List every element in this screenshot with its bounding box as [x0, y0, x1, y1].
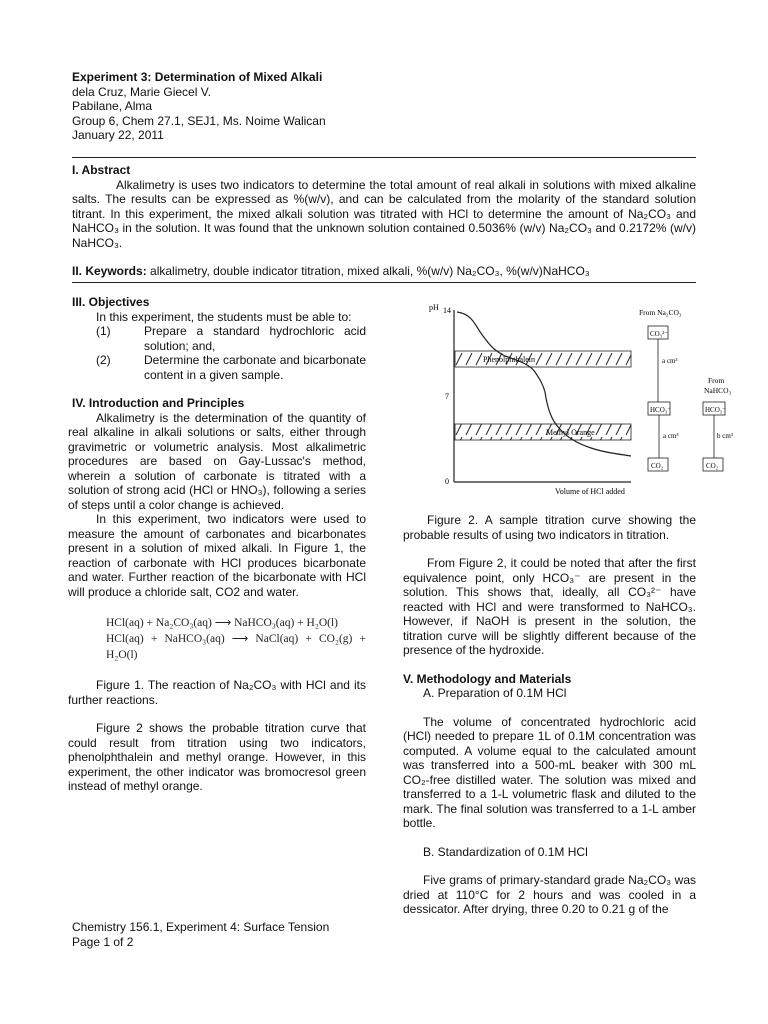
abstract-heading: I. Abstract	[72, 163, 131, 177]
objectives-intro: In this experiment, the students must be able to:	[96, 309, 352, 324]
objective-item	[96, 324, 366, 353]
intro-heading: IV. Introduction and Principles	[72, 396, 245, 410]
intro-paragraph-1: Alkalimetry is the determination of the quantity of real alkaline in alkali solutions or salts, either through gravimetric or volumetric analysis. Most alkalimetric procedures are based on Gay-Lussac's method, wherein a solution of carbonate is titrated with a solution of strong acid (HCl or HNO₃), following a series of steps until a color change is achieved.	[68, 410, 366, 512]
co2-label-a: CO₂	[651, 462, 664, 470]
objective-text: Prepare a standard hydrochloric acid solution; and,	[144, 324, 366, 353]
y-axis-label: pH	[429, 303, 439, 312]
group-info: Group 6, Chem 27.1, SEJ1, Ms. Noime Walican	[72, 113, 326, 128]
author-2: Pabilane, Alma	[72, 99, 153, 113]
from-na2co3-label: From Na₂CO₃	[639, 308, 682, 317]
right-column	[403, 513, 696, 917]
keywords-rule	[72, 282, 696, 283]
paper-date: January 22, 2011	[72, 128, 164, 142]
phenolphthalein-label: Phenolphthalein	[483, 355, 535, 364]
figure-2-discussion: From Figure 2, it could be noted that after the first equivalence point, only HCO₃⁻ are present in the solution. This shows that, ideally, all CO₃²⁻ have reacted with HCl and were transformed to NaHCO₃. However, if NaOH is present in the solution, the titration curve will be slightly different because of the presence of the hydroxide.	[403, 556, 696, 657]
bicarbonate-label-b: HCO₃⁻	[705, 406, 726, 414]
equation-1: HCl(aq) + Na₂CO₃(aq) ⟶ NaHCO₃(aq) + H₂O(l)	[106, 617, 338, 629]
a-volume-label-1: a cm³	[662, 357, 678, 365]
intro-paragraph-2: In this experiment, two indicators were used to measure the amount of carbonates and bicarbonates present in a solution of mixed alkali. In Figure 1, the reaction of carbonate with HCl produces bicarbonate and water. Further reaction of the bicarbonate with HCl will produce a chloride salt, CO2 and water.	[68, 512, 366, 599]
methodology-heading: V. Methodology and Materials	[403, 671, 572, 686]
carbonate-label: CO₃²⁻	[650, 330, 668, 338]
objective-text: Determine the carbonate and bicarbonate content in a given sample.	[144, 353, 366, 382]
co2-label-b: CO₂	[706, 462, 719, 470]
y-tick-7: 7	[445, 392, 449, 401]
bicarbonate-label-a: HCO₃⁻	[650, 406, 671, 414]
objective-number: (2)	[96, 353, 111, 367]
methyl-orange-label: Methyl Orange	[546, 428, 595, 437]
author-1: dela Cruz, Marie Giecel V.	[72, 84, 211, 99]
header-rule	[72, 157, 696, 158]
a-volume-label-2: a cm³	[663, 432, 679, 440]
footer-course: Chemistry 156.1, Experiment 4: Surface Tension	[72, 920, 330, 934]
page-footer	[72, 920, 329, 949]
keywords-heading: II. Keywords:	[72, 264, 147, 278]
figure-2-caption: Figure 2. A sample titration curve showing the probable results of using two indicators in titration.	[403, 513, 696, 542]
phenolphthalein-band	[455, 351, 631, 367]
equation-2: HCl(aq) + NaHCO₃(aq) ⟶ NaCl(aq) + CO₂(g) + H₂O(l)	[106, 633, 366, 661]
objective-number: (1)	[96, 324, 111, 338]
methodology-subheading-a: A. Preparation of 0.1M HCl	[423, 686, 567, 700]
b-volume-label: b cm³	[717, 432, 733, 440]
objectives-heading: III. Objectives	[72, 295, 150, 309]
from-nahco3-label-2: NaHCO₃	[704, 386, 732, 395]
objective-item	[96, 353, 366, 382]
footer-page-number: Page 1 of 2	[72, 934, 134, 949]
left-column	[68, 295, 366, 794]
from-nahco3-label-1: From	[708, 376, 725, 385]
y-tick-14: 14	[443, 306, 451, 315]
keywords-section	[72, 264, 696, 279]
methodology-paragraph-a: The volume of concentrated hydrochloric acid (HCl) needed to prepare 1L of 0.1M concentration was computed. A volume equal to the calculated amount was transferred into a 500-mL beaker with 300 mL CO₂-free distilled water. The solution was mixed and transferred to a 1-L volumetric flask and diluted to the mark. The final solution was transferred to a 1-L amber bottle.	[403, 714, 696, 830]
methyl-orange-band	[455, 424, 631, 440]
paper-header	[72, 70, 692, 143]
methodology-paragraph-b: Five grams of primary-standard grade Na₂CO₃ was dried at 110°C for 2 hours and was cooled in a dessicator. After drying, three 0.20 to 0.21 g of the	[403, 873, 696, 916]
titration-curve-figure	[403, 296, 741, 504]
abstract-section	[72, 163, 696, 250]
x-axis-label: Volume of HCl added	[555, 487, 625, 496]
methodology-subheading-b: B. Standardization of 0.1M HCl	[423, 844, 588, 859]
keywords-text: alkalimetry, double indicator titration, mixed alkali, %(w/v) Na₂CO₃, %(w/v)NaHCO₃	[150, 264, 590, 278]
paper-title: Experiment 3: Determination of Mixed Alkali	[72, 70, 323, 84]
intro-paragraph-3: Figure 2 shows the probable titration curve that could result from titration using two indicators, phenolphthalein and methyl orange. However, in this experiment, the other indicator was bromocresol green instead of methyl orange.	[68, 721, 366, 793]
figure-1-caption: Figure 1. The reaction of Na₂CO₃ with HCl and its further reactions.	[68, 678, 366, 707]
abstract-text: Alkalimetry is uses two indicators to determine the total amount of real alkali in solutions with mixed alkaline salts. The results can be expressed as %(w/v), and can be calculated from the molarity of the standard solution titrant. In this experiment, the mixed alkali solution was titrated with HCl to determine the amount of Na₂CO₃ and NaHCO₃ in the solution. It was found that the unknown solution contained 0.5036% (w/v) Na₂CO₃ and 0.2172% (w/v) NaHCO₃.	[72, 177, 696, 250]
y-tick-0: 0	[445, 477, 449, 486]
